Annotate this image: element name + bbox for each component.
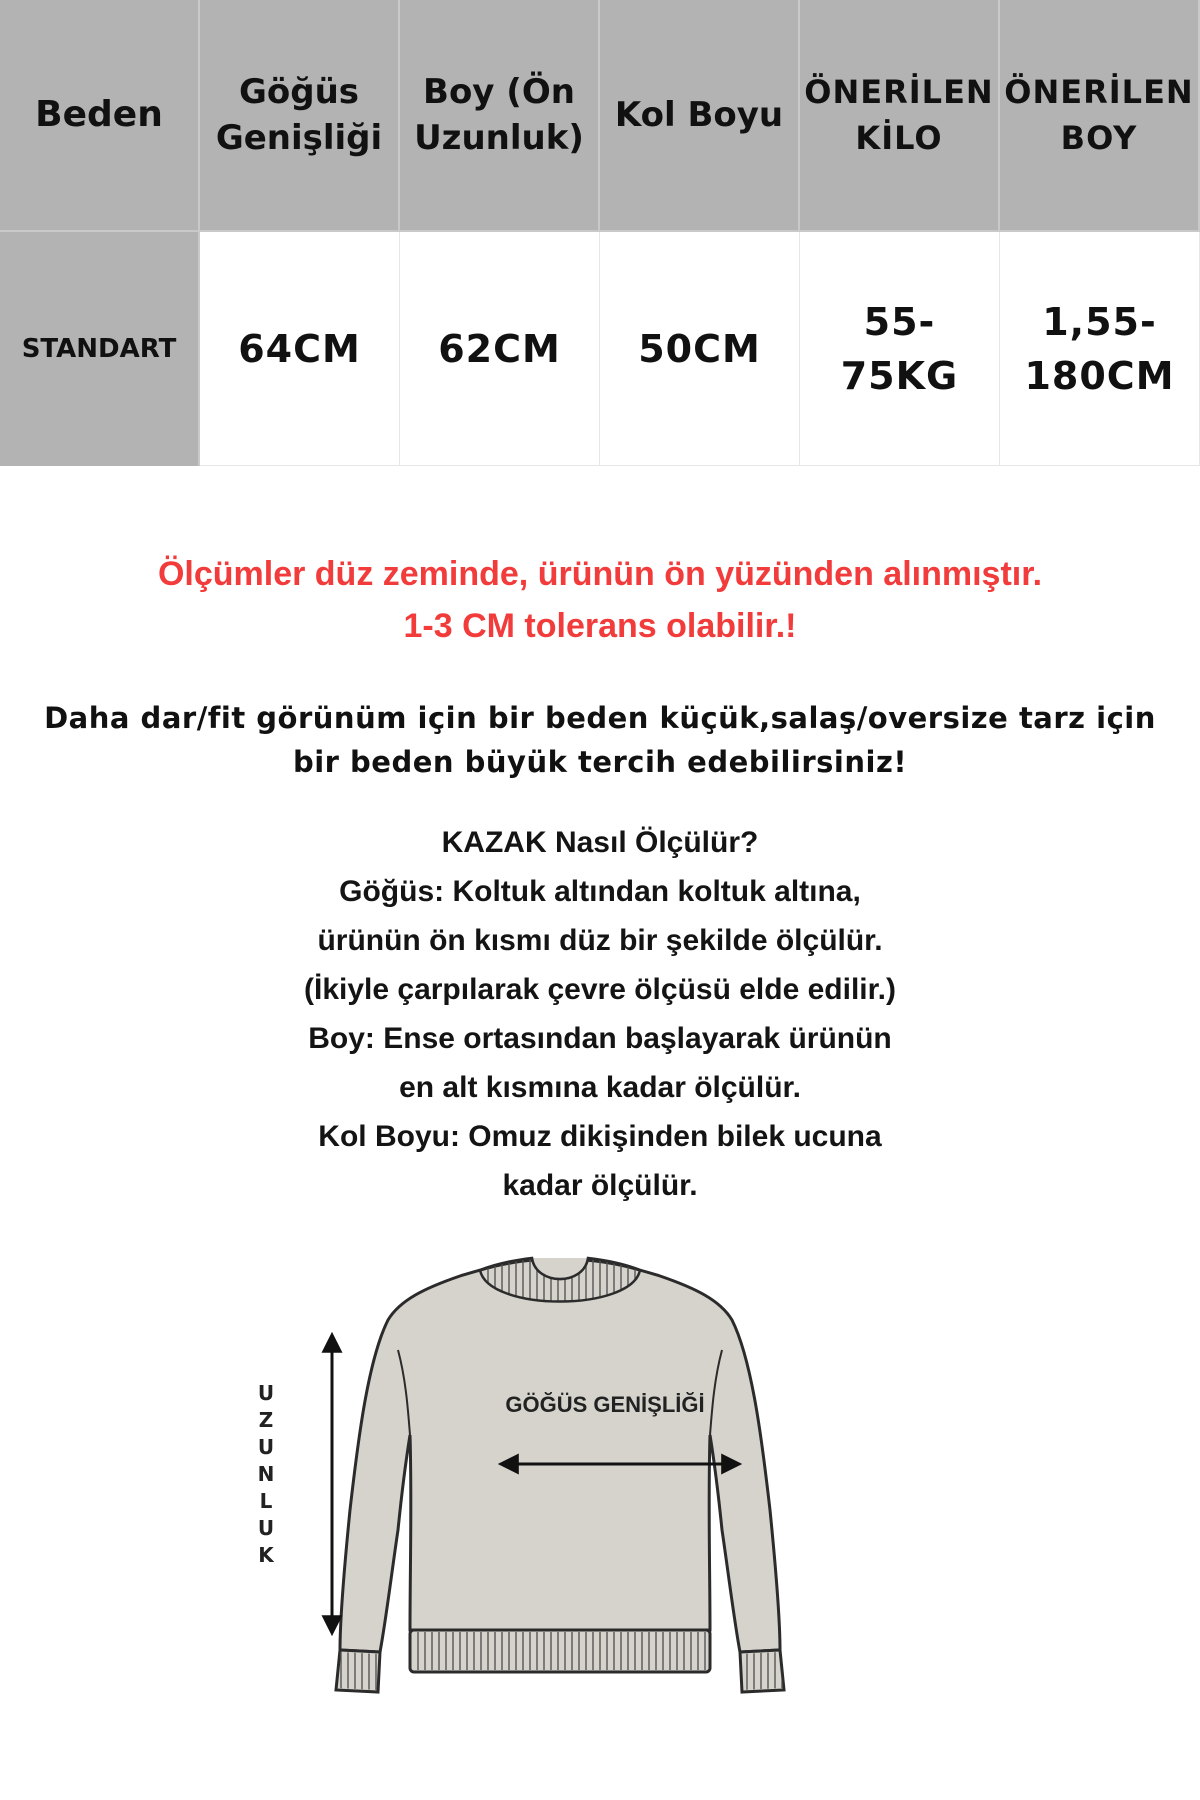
value-sleeve-length: 50CM	[600, 232, 800, 466]
header-sleeve-length: Kol Boyu	[600, 0, 800, 232]
how-to-measure	[0, 818, 1200, 1210]
howto-title: KAZAK Nasıl Ölçülür?	[441, 826, 759, 859]
length-label: U Z U N L U K	[257, 1381, 275, 1567]
value-front-length: 62CM	[400, 232, 600, 466]
header-recommended-height: ÖNERİLEN BOY	[1000, 0, 1200, 232]
howto-line: ürünün ön kısmı düz bir şekilde ölçülür.	[317, 924, 883, 957]
howto-line: Kol Boyu: Omuz dikişinden bilek ucuna	[318, 1120, 882, 1153]
size-table	[0, 0, 1200, 466]
value-recommended-weight: 55- 75KG	[800, 232, 1000, 466]
header-recommended-weight: ÖNERİLEN KİLO	[800, 0, 1000, 232]
fit-note	[0, 696, 1200, 784]
header-front-length: Boy (Ön Uzunluk)	[400, 0, 600, 232]
row-label-standard: STANDART	[0, 232, 200, 466]
sweater-body	[340, 1260, 780, 1652]
fit-note-line-1: Daha dar/fit görünüm için bir beden küçük,salaş/oversize tarz için	[44, 701, 1156, 735]
fit-note-line-2: bir beden büyük tercih edebilirsiniz!	[292, 745, 908, 779]
howto-line: (İkiyle çarpılarak çevre ölçüsü elde edilir.)	[304, 973, 896, 1006]
howto-line: Boy: Ense ortasından başlayarak ürünün	[308, 1022, 892, 1055]
sweater-diagram	[240, 1240, 860, 1720]
tolerance-note	[0, 548, 1200, 652]
tolerance-line-2: 1-3 CM tolerans olabilir.!	[403, 607, 797, 645]
howto-line: Göğüs: Koltuk altından koltuk altına,	[339, 875, 861, 908]
value-chest-width: 64CM	[200, 232, 400, 466]
howto-line: en alt kısmına kadar ölçülür.	[399, 1071, 801, 1104]
sweater-illustration	[240, 1240, 860, 1720]
header-chest-width: Göğüs Genişliği	[200, 0, 400, 232]
header-size: Beden	[0, 0, 200, 232]
chest-width-label: GÖĞÜS GENİŞLİĞİ	[505, 1392, 705, 1417]
howto-line: kadar ölçülür.	[502, 1169, 698, 1202]
tolerance-line-1: Ölçümler düz zeminde, ürünün ön yüzünden alınmıştır.	[157, 555, 1043, 593]
value-recommended-height: 1,55- 180CM	[1000, 232, 1200, 466]
